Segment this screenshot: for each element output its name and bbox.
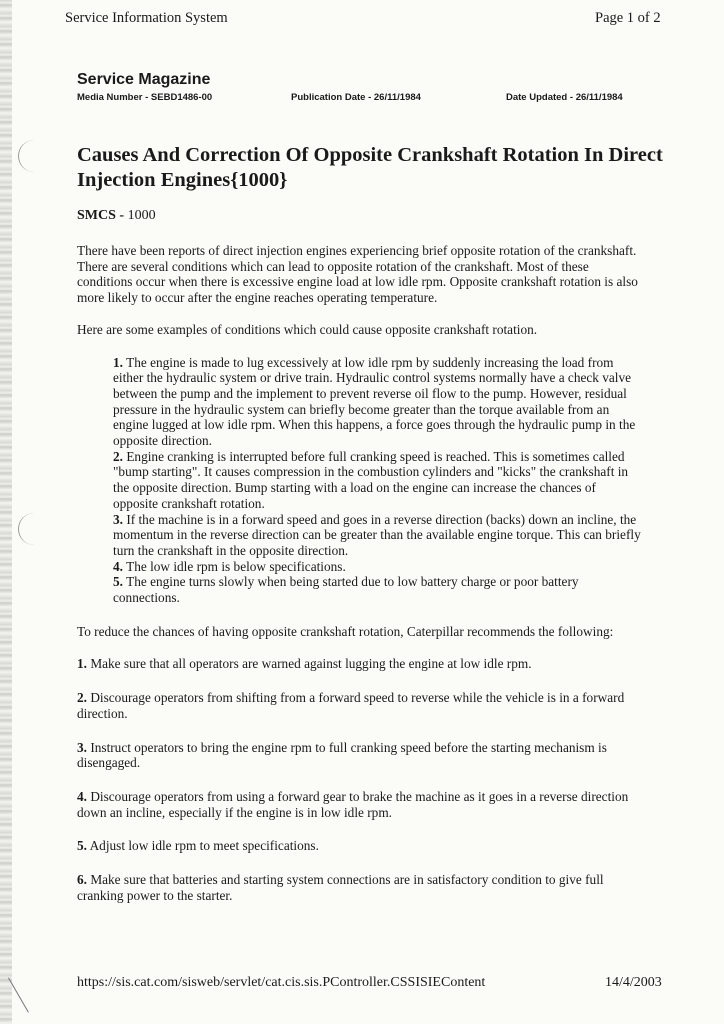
item-text: Discourage operators from using a forward gear to brake the machine as it goes in a reverse direction down an incline, especially if the engine is in low idle rpm.: [77, 788, 629, 820]
publication-date: [291, 92, 421, 103]
item-text: The low idle rpm is below specifications.: [126, 558, 346, 574]
recommendation-item: [77, 740, 643, 771]
item-number: 4.: [77, 788, 87, 804]
condition-item: [113, 559, 643, 575]
item-number: 4.: [113, 558, 123, 574]
item-number: 1.: [77, 656, 87, 672]
item-number: 2.: [113, 448, 123, 464]
item-text: Engine cranking is interrupted before full cranking speed is reached. This is sometimes called "bump starting". It causes compression in the combustion cylinders and "kicks" the crankshaft in the opposite direction. Bump starting with a load on the engine can increase the chances of opposite crankshaft rotation.: [113, 448, 629, 511]
punch-hole-mark: [18, 140, 35, 172]
item-number: 3.: [113, 511, 123, 527]
publication-date-value: 26/11/1984: [373, 92, 421, 103]
intro-paragraph: There have been reports of direct injection engines experiencing brief opposite rotation of the crankshaft. There are several conditions which can lead to opposite rotation of the crankshaft. Most of these conditions occur when there is excessive engine load at low idle rpm. Opposite crankshaft rotation is also more likely to occur after the engine reaches operating temperature.: [77, 243, 638, 306]
date-updated-label: Date Updated -: [506, 92, 576, 103]
item-number: 5.: [77, 838, 87, 854]
item-text: The engine is made to lug excessively at low idle rpm by suddenly increasing the load from either the hydraulic system or drive train. Hydraulic control systems normally have a check valve between the pump and the implement to prevent reverse oil flow to the pump. However, residual pressure in the hydraulic system can briefly become greater than the torque available from an engine lugged at low idle rpm. When this happens, a force goes through the hydraulic pump in the opposite direction.: [113, 354, 636, 449]
scan-edge: [0, 0, 12, 1024]
article-body: [77, 243, 643, 904]
item-text: Discourage operators from shifting from a forward speed to reverse while the vehicle is in a forward direction.: [77, 690, 625, 721]
media-number-label: Media Number -: [77, 92, 151, 103]
recommendation-item: [77, 872, 643, 903]
page-indicator: Page 1 of 2: [595, 10, 661, 26]
recommendations-list: [77, 656, 643, 903]
condition-item: [113, 355, 643, 449]
magazine-title: Service Magazine: [77, 71, 211, 88]
publication-date-label: Publication Date -: [291, 92, 374, 103]
item-number: 3.: [77, 739, 87, 755]
smcs-value: 1000: [127, 208, 156, 223]
smcs-label: SMCS -: [77, 208, 128, 223]
item-text: Make sure that all operators are warned against lugging the engine at low idle rpm.: [90, 656, 532, 672]
item-text: The engine turns slowly when being started due to low battery charge or poor battery connections.: [113, 574, 579, 606]
item-number: 6.: [77, 872, 87, 888]
date-updated-value: 26/11/1984: [575, 92, 623, 103]
item-text: Make sure that batteries and starting system connections are in satisfactory condition to give full cranking power to the starter.: [77, 872, 604, 903]
recommendation-item: [77, 690, 643, 721]
item-text: If the machine is in a forward speed and goes in a reverse direction (backs) down an incline, the momentum in the reverse direction can be greater than the available engine torque. This can briefly turn the crankshaft in the opposite direction.: [113, 511, 641, 558]
item-number: 2.: [77, 690, 87, 706]
conditions-list: [113, 355, 643, 606]
punch-hole-mark: [18, 513, 35, 545]
recommendations-intro: To reduce the chances of having opposite crankshaft rotation, Caterpillar recommends the following:: [77, 623, 614, 639]
article-title: Causes And Correction Of Opposite Crankshaft Rotation In Direct Injection Engines{1000}: [77, 144, 663, 191]
recommendation-item: [77, 656, 643, 672]
examples-intro: Here are some examples of conditions which could cause opposite crankshaft rotation.: [77, 321, 538, 337]
media-number-value: SEBD1486-00: [150, 92, 213, 103]
footer-url: https://sis.cat.com/sisweb/servlet/cat.cis.sis.PController.CSSISIEContent: [77, 975, 486, 990]
date-updated: [506, 92, 623, 103]
item-number: 5.: [113, 574, 123, 590]
smcs-code: [77, 208, 156, 224]
item-text: Instruct operators to bring the engine rpm to full cranking speed before the starting mechanism is disengaged.: [77, 739, 607, 771]
recommendation-item: [77, 838, 643, 854]
condition-item: [113, 574, 643, 605]
condition-item: [113, 512, 643, 559]
footer-date: 14/4/2003: [605, 975, 662, 990]
scan-mark: [8, 967, 48, 1013]
condition-item: [113, 449, 643, 512]
system-name: Service Information System: [65, 10, 228, 26]
recommendation-item: [77, 789, 643, 820]
item-text: Adjust low idle rpm to meet specifications.: [89, 838, 319, 854]
media-number: [77, 92, 212, 103]
item-number: 1.: [113, 354, 123, 370]
